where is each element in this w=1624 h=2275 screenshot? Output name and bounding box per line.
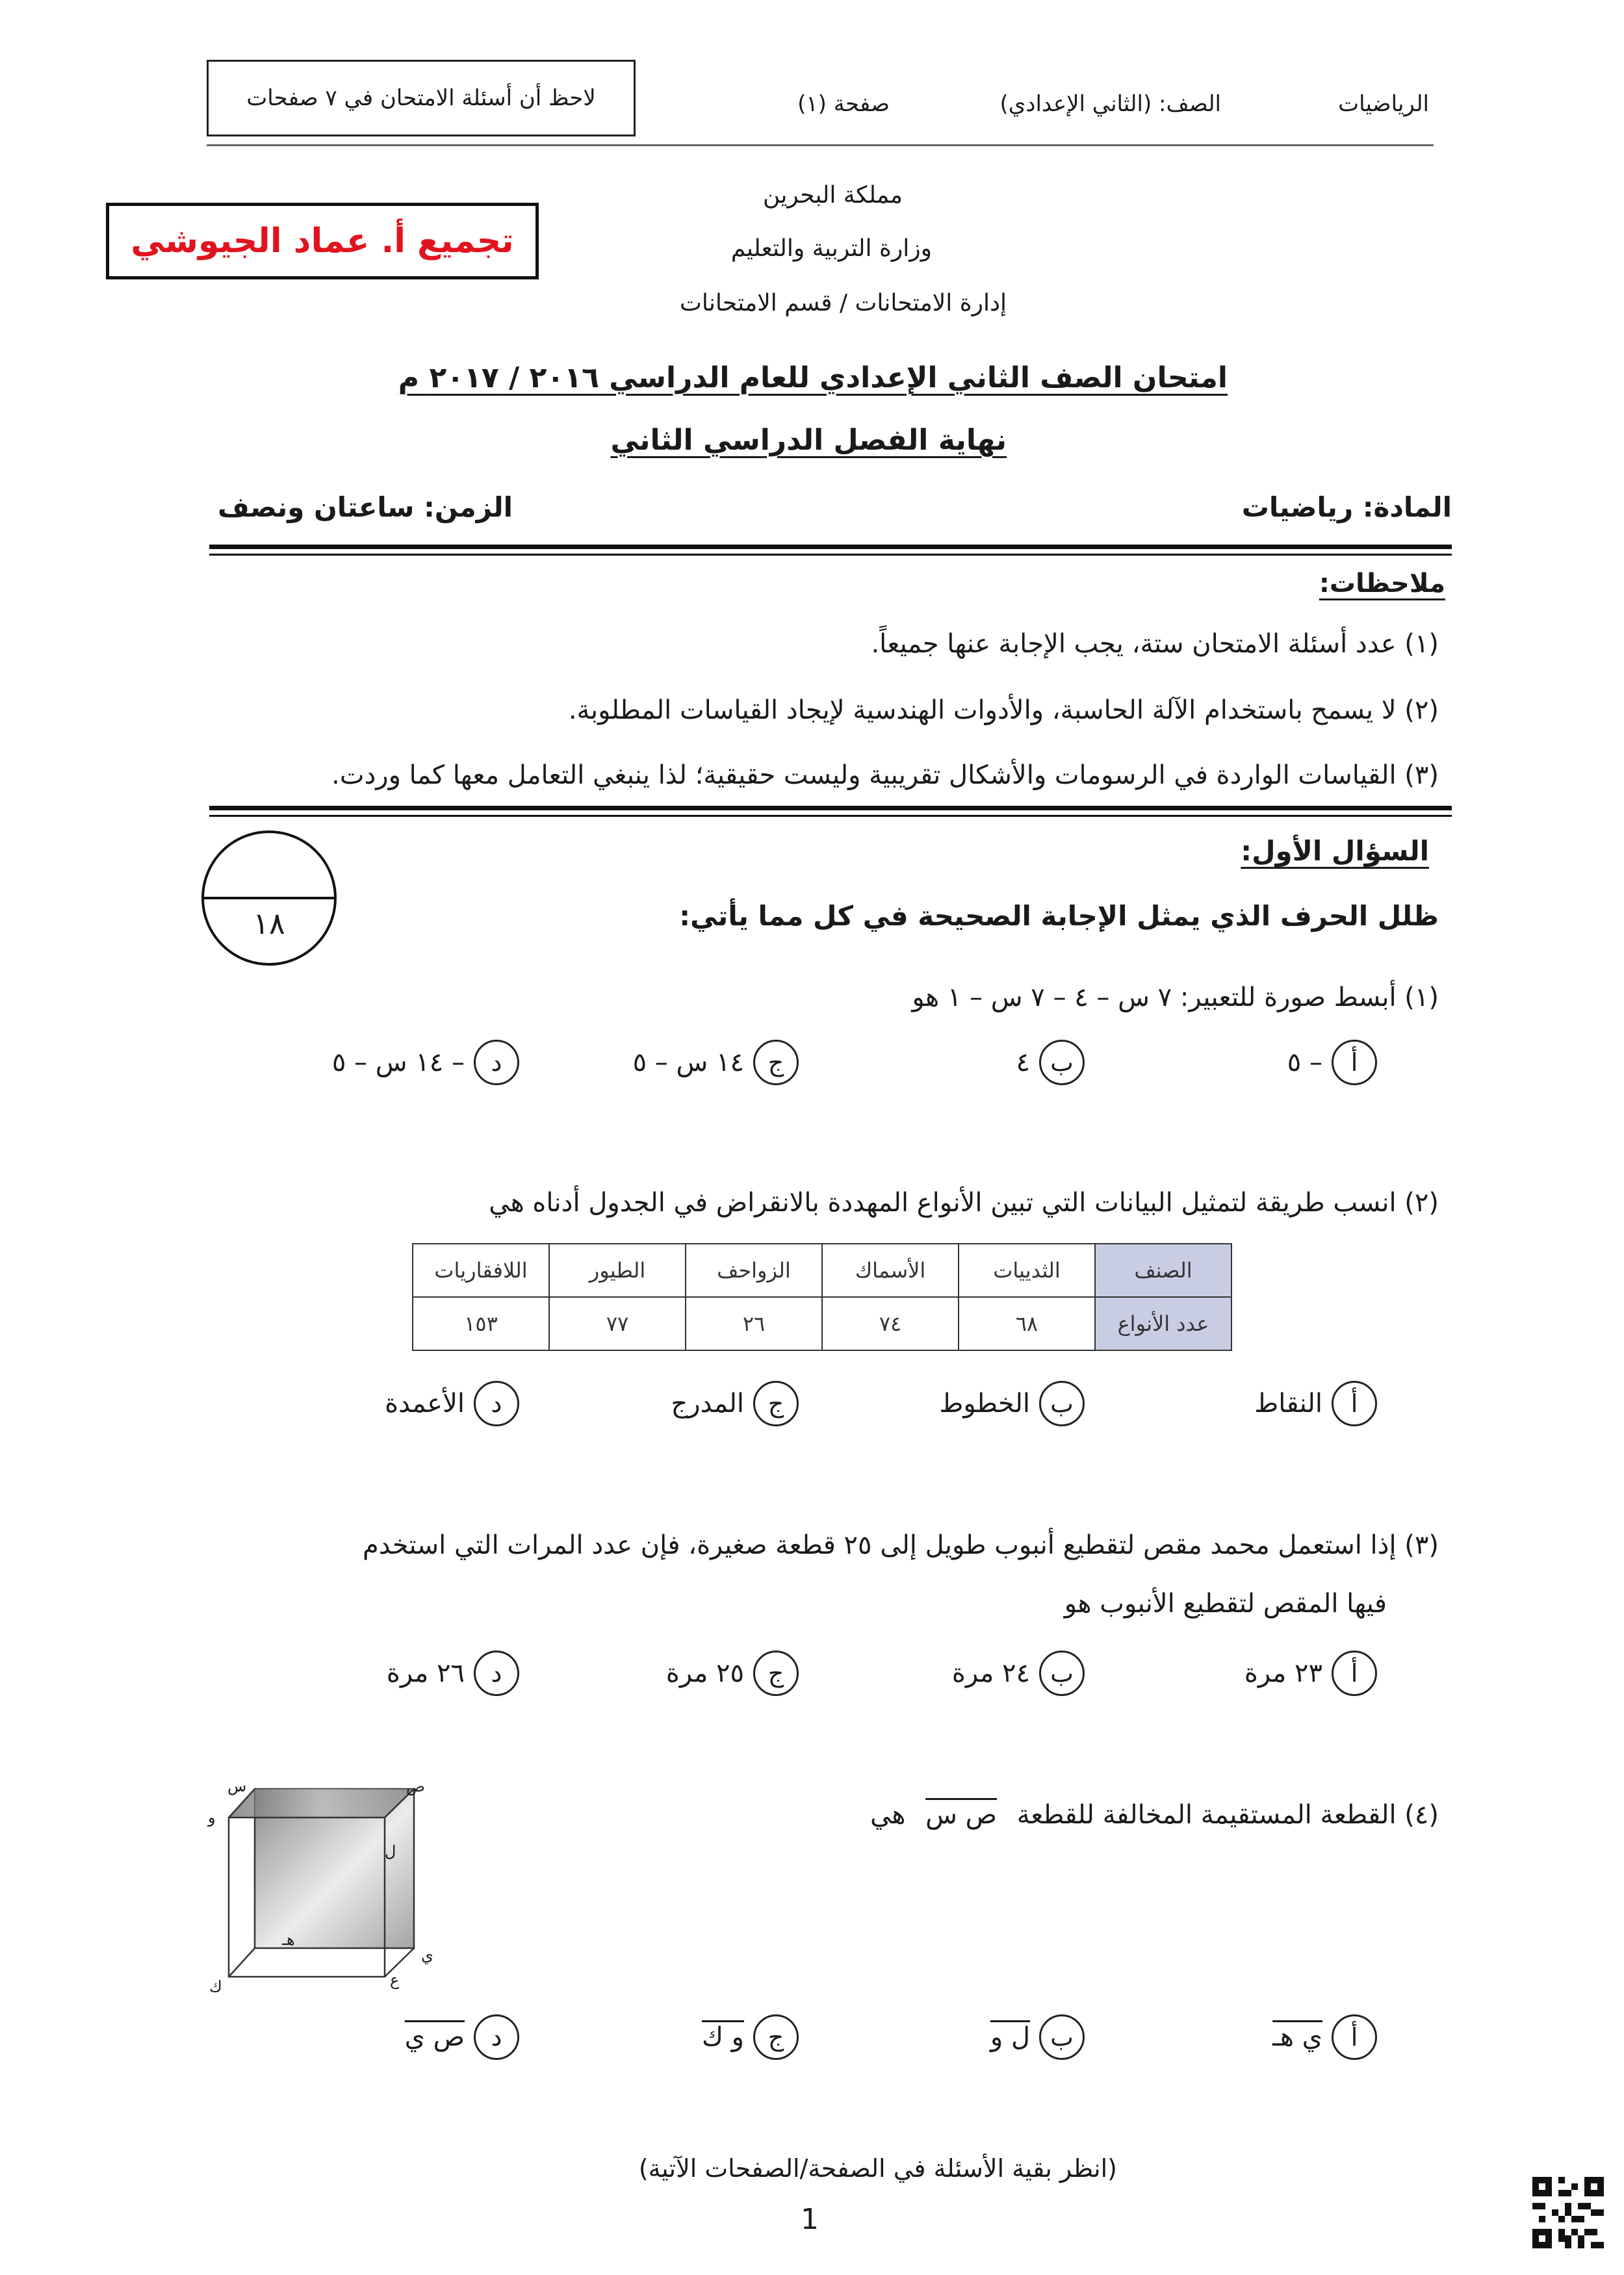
institution-line1: مملكة البحرين	[763, 182, 903, 209]
cube-label-waw: و	[208, 1808, 216, 1827]
q1-item4-option-d[interactable]	[405, 2014, 519, 2060]
option-text: ص ي	[404, 2022, 465, 2052]
note-item-1: (١) عدد أسئلة الامتحان ستة، يجب الإجابة عنها جميعاً.	[871, 629, 1439, 659]
option-letter-circle[interactable]: ب	[1039, 2014, 1085, 2060]
compiler-name: تجميع أ. عماد الجيوشي	[131, 222, 514, 261]
cube-label-sad: ص	[406, 1777, 426, 1795]
option-text: المدرج	[671, 1389, 744, 1419]
q1-item4-segment: ص س	[925, 1800, 998, 1830]
table-header-cell: الطيور	[549, 1244, 686, 1297]
q1-item1-option-d[interactable]	[332, 1040, 519, 1085]
continue-note: (انظر بقية الأسئلة في الصفحة/الصفحات الآتية)	[638, 2154, 1117, 2183]
q1-item4-option-c[interactable]	[702, 2014, 799, 2060]
q1-item2-stem: (٢) انسب طريقة لتمثيل البيانات التي تبين الأنواع المهددة بالانقراض في الجدول أدناه هي	[489, 1188, 1439, 1218]
option-text: الخطوط	[939, 1389, 1030, 1419]
q1-item1-stem: (١) أبسط صورة للتعبير: ٧ س – ٤ – ٧ س – ١ هو	[912, 983, 1439, 1012]
option-letter-circle[interactable]: د	[474, 1040, 519, 1085]
option-letter-circle[interactable]: ج	[753, 1651, 799, 1696]
option-text: ٢٤ مرة	[951, 1658, 1030, 1688]
notes-heading: ملاحظات:	[1319, 569, 1445, 598]
cube-label-ain: ع	[390, 1971, 400, 1989]
cube-label-ha: هـ	[282, 1931, 295, 1949]
table-header-cell: اللافقاريات	[413, 1244, 549, 1297]
q1-item4-stem: (٤) القطعة المستقيمة المخالفة للقطعة	[1016, 1800, 1439, 1830]
option-text: ٢٥ مرة	[665, 1658, 744, 1688]
q1-item2-option-c[interactable]	[671, 1381, 799, 1426]
page-number: 1	[801, 2203, 819, 2236]
header-subject: الرياضيات	[1338, 91, 1429, 117]
pages-note-box	[207, 60, 636, 136]
table-cell: ١٥٣	[413, 1297, 549, 1350]
note-item-3: (٣) القياسات الواردة في الرسومات والأشكال تقريبية وليست حقيقية؛ لذا ينبغي التعامل معها كما وردت.	[331, 760, 1439, 790]
option-letter-circle[interactable]: ب	[1039, 1381, 1085, 1426]
q1-item3-option-b[interactable]	[952, 1651, 1085, 1696]
q1-item2-option-d[interactable]	[385, 1381, 519, 1426]
title-rule-thick	[209, 545, 1452, 549]
option-text: ي هـ	[1272, 2022, 1322, 2052]
option-text: ١٤ س – ٥	[632, 1048, 744, 1077]
q1-item3-option-d[interactable]	[387, 1651, 519, 1696]
option-text: ل و	[990, 2022, 1030, 2052]
table-cell: ٢٦	[686, 1297, 822, 1350]
qr-code-icon	[1532, 2177, 1604, 2248]
table-header-cell: الأسماك	[822, 1244, 959, 1297]
header-page: صفحة (١)	[797, 91, 890, 117]
option-letter-circle[interactable]: د	[474, 1381, 519, 1426]
cube-label-kaf: ك	[209, 1977, 222, 1996]
option-text: النقاط	[1254, 1389, 1322, 1419]
option-letter-circle[interactable]: ب	[1039, 1040, 1085, 1085]
q1-item2-option-b[interactable]	[939, 1381, 1085, 1426]
table-cell: عدد الأنواع	[1095, 1297, 1231, 1350]
table-cell: ٦٨	[959, 1297, 1095, 1350]
institution-line2: وزارة التربية والتعليم	[730, 235, 932, 262]
cube-label-ya: ي	[421, 1946, 433, 1964]
title-rule-thin	[209, 554, 1452, 556]
option-letter-circle[interactable]: د	[474, 1651, 519, 1696]
option-letter-circle[interactable]: ج	[753, 1040, 799, 1085]
cube-label-lam: ل	[385, 1842, 396, 1860]
option-letter-circle[interactable]: أ	[1332, 1040, 1377, 1085]
table-cell: ٧٤	[822, 1297, 959, 1350]
table-header-cell: الصنف	[1095, 1244, 1231, 1297]
option-text: – ٥	[1287, 1048, 1322, 1077]
q1-item4-option-a[interactable]	[1272, 2014, 1377, 2060]
q1-item1-option-b[interactable]	[1016, 1040, 1085, 1085]
note-item-2: (٢) لا يسمح باستخدام الآلة الحاسبة، والأدوات الهندسية لإيجاد القياسات المطلوبة.	[568, 695, 1439, 725]
option-letter-circle[interactable]: أ	[1332, 2014, 1377, 2060]
score-divider	[204, 897, 334, 899]
option-text: الأعمدة	[385, 1389, 465, 1419]
option-letter-circle[interactable]: ب	[1039, 1651, 1085, 1696]
cube-figure	[208, 1777, 461, 2001]
option-text: ٢٣ مرة	[1244, 1658, 1322, 1688]
option-text: – ١٤ س – ٥	[331, 1048, 465, 1077]
institution-line3: إدارة الامتحانات / قسم الامتحانات	[680, 290, 1007, 316]
score-value: ١٨	[253, 906, 285, 941]
option-letter-circle[interactable]: أ	[1332, 1381, 1377, 1426]
option-text: ٤	[1016, 1048, 1030, 1077]
q1-item3-stem-line1: (٣) إذا استعمل محمد مقص لتقطيع أنبوب طويل إلى ٢٥ قطعة صغيرة، فإن عدد المرات التي استخدم	[362, 1530, 1439, 1560]
cube-drawing	[214, 1784, 461, 2001]
option-text: و ك	[702, 2022, 744, 2052]
question1-instruction: ظلل الحرف الذي يمثل الإجابة الصحيحة في كل مما يأتي:	[679, 900, 1439, 932]
question1-heading: السؤال الأول:	[1241, 835, 1429, 867]
species-table	[412, 1243, 1232, 1351]
subject-field: المادة: رياضيات	[1241, 491, 1452, 523]
table-row	[413, 1244, 1231, 1297]
exam-subtitle: نهاية الفصل الدراسي الثاني	[610, 424, 1007, 457]
exam-title: امتحان الصف الثاني الإعدادي للعام الدراسي ٢٠١٦ / ٢٠١٧ م	[398, 361, 1228, 394]
notes-rule-thick	[209, 806, 1452, 810]
table-row	[413, 1297, 1231, 1350]
option-letter-circle[interactable]: ج	[753, 2014, 799, 2060]
pages-note: لاحظ أن أسئلة الامتحان في ٧ صفحات	[246, 85, 596, 111]
header-divider	[207, 144, 1434, 146]
header-grade: الصف: (الثاني الإعدادي)	[999, 91, 1221, 117]
score-circle	[201, 830, 337, 966]
q1-item3-option-a[interactable]	[1244, 1651, 1377, 1696]
option-letter-circle[interactable]: ج	[753, 1381, 799, 1426]
q1-item1-option-c[interactable]	[633, 1040, 799, 1085]
q1-item4-stem-line	[870, 1800, 1439, 1830]
option-text: ٢٦ مرة	[386, 1658, 465, 1688]
cube-label-seen: س	[227, 1777, 247, 1795]
time-field: الزمن: ساعتان ونصف	[218, 491, 513, 523]
option-letter-circle[interactable]: د	[474, 2014, 519, 2060]
notes-rule-thin	[209, 815, 1452, 817]
q1-item3-stem-line2: فيها المقص لتقطيع الأنبوب هو	[1064, 1589, 1387, 1619]
q1-item2-option-a[interactable]	[1254, 1381, 1377, 1426]
q1-item1-option-a[interactable]	[1287, 1040, 1377, 1085]
table-cell: ٧٧	[549, 1297, 686, 1350]
table-header-cell: الزواحف	[686, 1244, 822, 1297]
compiler-box	[106, 203, 539, 279]
q1-item4-stem-end: هي	[870, 1800, 906, 1830]
q1-item4-option-b[interactable]	[990, 2014, 1085, 2060]
table-header-cell: الثدييات	[959, 1244, 1095, 1297]
q1-item3-option-c[interactable]	[666, 1651, 799, 1696]
option-letter-circle[interactable]: أ	[1332, 1651, 1377, 1696]
